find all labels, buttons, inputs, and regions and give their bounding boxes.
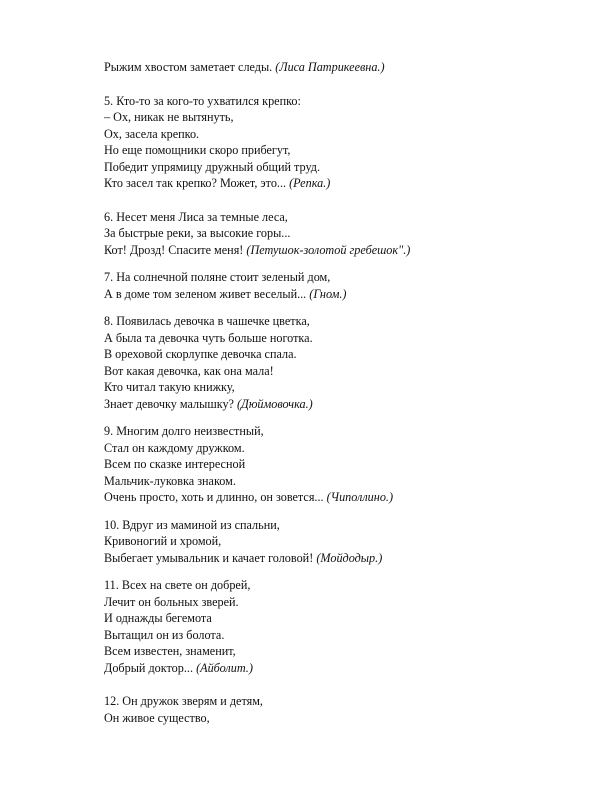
text-line: В ореховой скорлупке девочка спала. [104,347,297,361]
text-line: 5. Кто-то за кого-то ухватился крепко: [104,93,301,108]
text-line: Вот какая девочка, как она мала! [104,363,274,378]
text-line: Кто засел так крепко? Может, это... (Репка.) [104,176,331,190]
text-line: Очень просто, хоть и длинно, он зовется... (Чиполлино.) [104,490,394,504]
riddle-fragment-4 [104,59,544,76]
text-line: Он живое существо, [104,710,210,725]
text-line: Стал он каждому дружком. [104,440,245,455]
text-line: Рыжим хвостом заметает следы. (Лиса Патрикеевна.) [104,60,385,74]
text-line: Лечит он больных зверей. [104,594,239,609]
riddle-9 [104,423,544,506]
text-line: Мальчик-луковка знаком. [104,473,236,488]
riddle-5 [104,93,544,192]
riddle-6 [104,209,544,259]
text-line: Вытащил он из болота. [104,627,225,642]
riddle-answer: (Чиполлино.) [326,490,394,504]
riddle-answer: (Петушок-золотой гребешок".) [246,242,411,257]
text-line: Кривоногий и хромой, [104,534,222,548]
riddle-text [104,59,544,726]
riddle-answer: (Лиса Патрикеевна.) [275,60,385,74]
text-line: Кот! Дрозд! Спасите меня! (Петушок-золотой гребешок".) [104,242,411,257]
text-line: А была та девочка чуть больше ноготка. [104,330,313,345]
text-line: 6. Несет меня Лиса за темные леса, [104,209,288,224]
text-line: И однажды бегемота [104,611,212,625]
riddle-answer: (Айболит.) [196,660,253,675]
text-line: 7. На солнечной поляне стоит зеленый дом, [104,270,331,284]
text-line: Но еще помощники скоро прибегут, [104,143,291,157]
text-line: Всем по сказке интересной [104,457,246,471]
riddle-10 [104,517,544,567]
riddle-answer: (Мойдодыр.) [316,550,383,565]
text-line: Добрый доктор... (Айболит.) [104,660,253,675]
text-line: Победит упрямицу дружный общий труд. [104,159,321,174]
riddle-answer: (Гном.) [309,286,347,301]
text-line: Знает девочку малышку? (Дюймовочка.) [104,396,313,411]
riddle-answer: (Репка.) [289,176,331,190]
riddle-7 [104,269,544,302]
text-line: А в доме том зеленом живет веселый... (Гном.) [104,286,347,301]
text-line: 9. Многим долго неизвестный, [104,424,264,438]
text-line: 11. Всех на свете он добрей, [104,578,251,592]
riddle-8 [104,313,544,412]
text-line: Выбегает умывальник и качает головой! (Мойдодыр.) [104,550,383,565]
text-line: 8. Появилась девочка в чашечке цветка, [104,314,310,328]
riddle-answer: (Дюймовочка.) [237,396,313,411]
text-line: – Ох, никак не вытянуть, [104,110,234,124]
text-line: Ох, засела крепко. [104,126,200,141]
text-line: За быстрые реки, за высокие горы... [104,226,291,240]
text-line: Кто читал такую книжку, [104,380,235,394]
text-line: Всем известен, знаменит, [104,644,236,658]
text-line: 12. Он дружок зверям и детям, [104,694,263,708]
text-line: 10. Вдруг из маминой из спальни, [104,517,280,532]
riddle-12 [104,693,544,726]
riddle-11 [104,577,544,676]
